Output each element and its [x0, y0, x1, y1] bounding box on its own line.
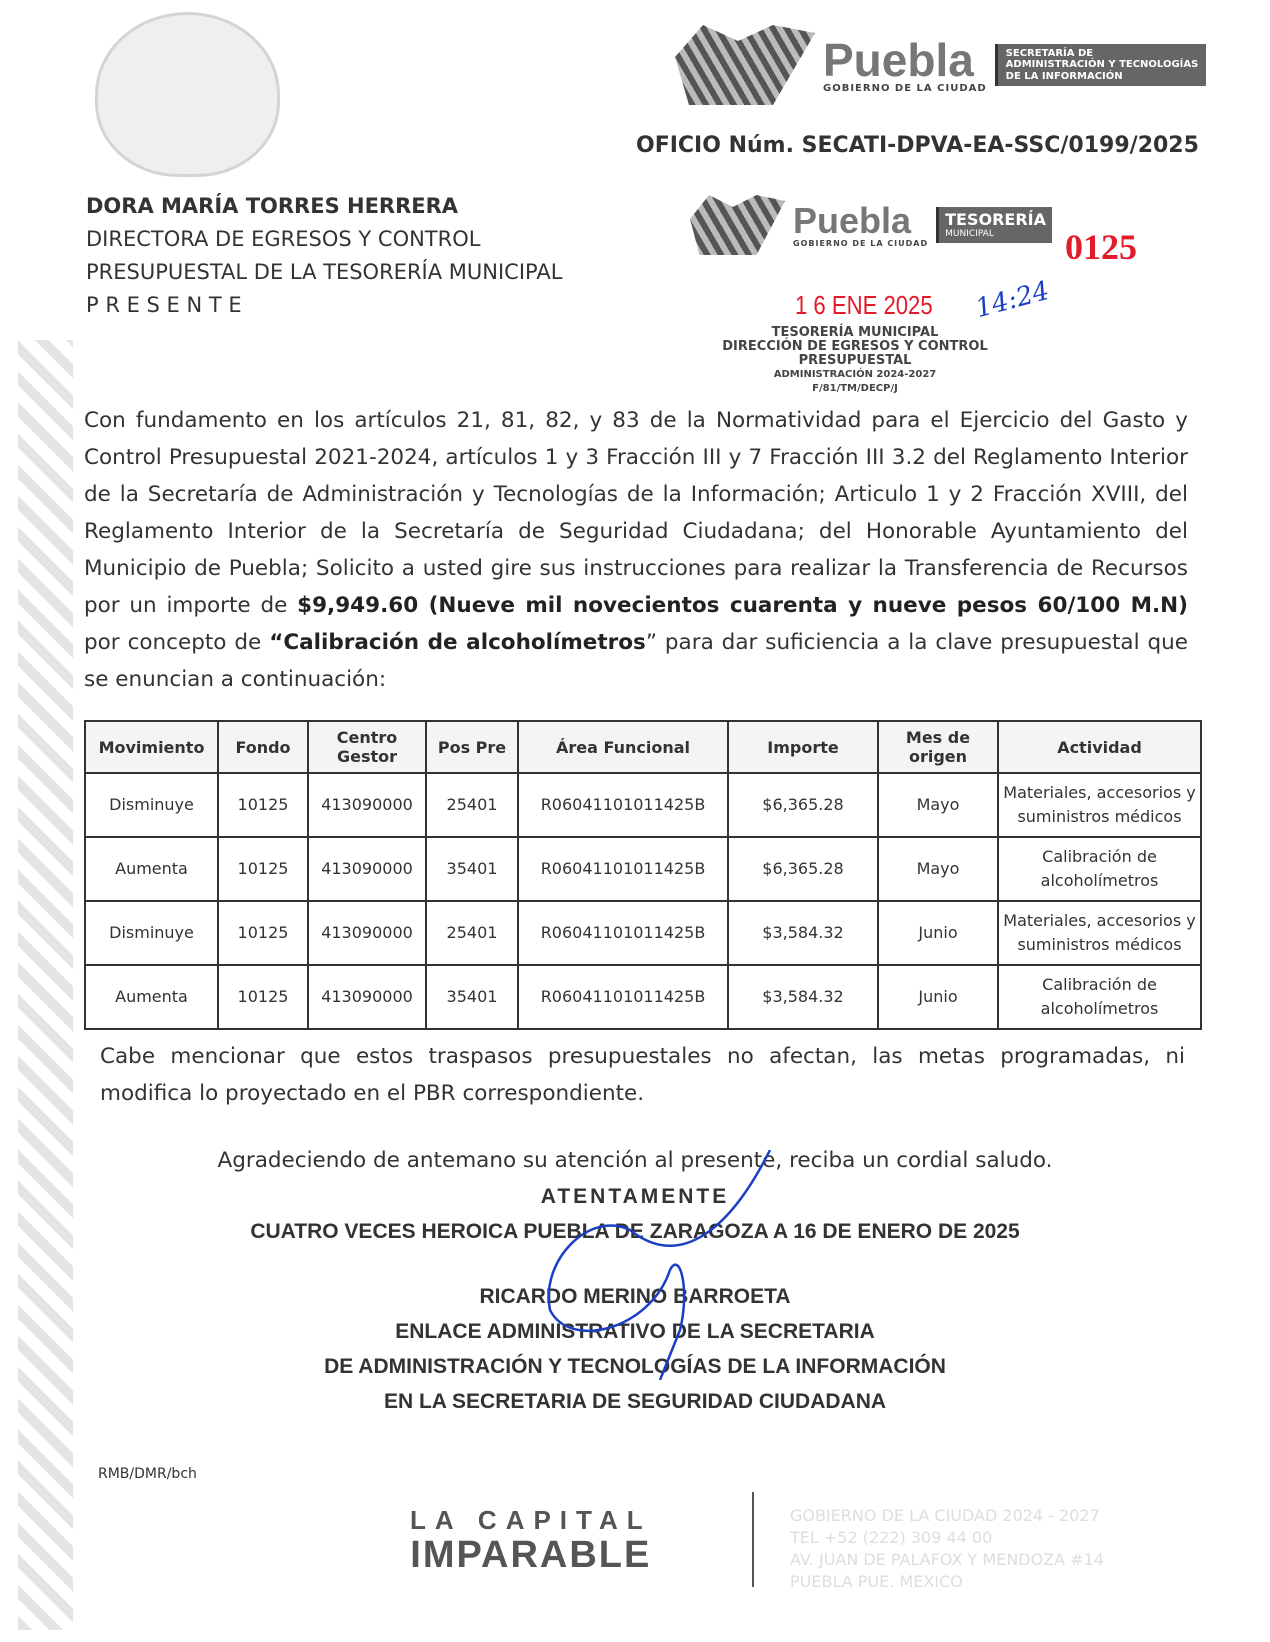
signer-title: ENLACE ADMINISTRATIVO DE LA SECRETARIA [395, 1320, 875, 1343]
place-date: CUATRO VECES HEROICA PUEBLA DE ZARAGOZA A 16 DE ENERO DE 2025 [250, 1220, 1020, 1243]
concept: “Calibración de alcoholímetros [269, 630, 646, 655]
table-cell: 35401 [426, 837, 518, 901]
stamp-line: TESORERÍA MUNICIPAL [771, 325, 939, 340]
table-cell: Mayo [878, 773, 998, 837]
col-header: Fondo [218, 721, 308, 773]
table-cell: $6,365.28 [728, 837, 878, 901]
table-cell: Calibración de alcoholímetros [998, 837, 1201, 901]
puebla-logo-art [675, 25, 815, 105]
logo-sub: GOBIERNO DE LA CIUDAD [823, 82, 987, 94]
tesoreria-title: TESORERÍA [945, 209, 1047, 229]
col-header: Importe [728, 721, 878, 773]
table-cell: Disminuye [85, 773, 218, 837]
puebla-logo-art [690, 195, 785, 255]
logo-sub: GOBIERNO DE LA CIUDAD [793, 238, 929, 248]
table-cell: 10125 [218, 901, 308, 965]
slogan-line: IMPARABLE [410, 1534, 652, 1576]
table-cell: R06041101011425B [518, 773, 728, 837]
table-cell: Materiales, accesorios y suministros médicos [998, 901, 1201, 965]
stamp-line: ADMINISTRACIÓN 2024-2027 [773, 369, 937, 380]
table-cell: 10125 [218, 837, 308, 901]
table-cell: 10125 [218, 965, 308, 1029]
col-header: Centro Gestor [308, 721, 426, 773]
table-cell: Materiales, accesorios y suministros médicos [998, 773, 1201, 837]
puebla-header-logo [675, 25, 1206, 105]
addressee [86, 190, 562, 322]
body-text: ” para dar suficiencia a la clave presupuestal que se enuncian a continuación: [84, 630, 1189, 692]
amount: $9,949.60 (Nueve mil novecientos cuarenta y nueve pesos 60/100 M.N) [297, 593, 1188, 618]
dept-line: ADMINISTRACIÓN Y TECNOLOGÍAS [1005, 59, 1199, 71]
footer-divider [752, 1492, 754, 1587]
table-cell: 413090000 [308, 901, 426, 965]
body-paragraph [84, 402, 1188, 698]
body-text: por concepto de [84, 630, 270, 655]
receipt-stamp-logo [690, 195, 1052, 255]
table-cell: Aumenta [85, 965, 218, 1029]
table-cell: 413090000 [308, 965, 426, 1029]
table-cell: 35401 [426, 965, 518, 1029]
col-header: Movimiento [85, 721, 218, 773]
footer-line: GOBIERNO DE LA CIUDAD 2024 - 2027 [790, 1506, 1100, 1525]
logo-word: Puebla [823, 33, 974, 86]
table-row [85, 837, 1201, 901]
footer-line: TEL +52 (222) 309 44 00 [790, 1528, 993, 1547]
received-time: 14:24 [972, 275, 1053, 325]
table-cell: Mayo [878, 837, 998, 901]
margin-pattern [18, 340, 73, 1630]
signer-name: RICARDO MERINO BARROETA [479, 1285, 791, 1308]
table-cell: Disminuye [85, 901, 218, 965]
table-cell: Calibración de alcoholímetros [998, 965, 1201, 1029]
dept-line: DE LA INFORMACIÓN [1005, 70, 1123, 82]
col-header: Área Funcional [518, 721, 728, 773]
handwritten-signature [530, 1150, 790, 1380]
col-header: Actividad [998, 721, 1201, 773]
city-seal [95, 12, 280, 177]
closing-paragraph: Cabe mencionar que estos traspasos presupuestales no afectan, las metas programadas, ni modifica lo proyectado en el PBR correspondiente. [100, 1044, 1185, 1106]
col-header: Mes de origen [878, 721, 998, 773]
body-text: Con fundamento en los artículos 21, 81, 82, y 83 de la Normatividad para el Ejercicio del Gasto y Control Presupuestal 2021-2024, artículos 1 y 3 Fracción III y 7 Fracción III 3.2 del Reglamento Interior de la Secretaría de Administración y Tecnologías de la Información; Articulo 1 y 2 Fracción XVIII, del Reglamento Interior de la Secretaría de Seguridad Ciudadana; del Honorable Ayuntamiento del Municipio de Puebla; Solicito a usted gire sus instrucciones para realizar la Transferencia de Recursos por un importe de [84, 408, 1188, 618]
logo-word: Puebla [793, 199, 912, 241]
footer-info [790, 1505, 1104, 1593]
budget-table [84, 720, 1202, 1030]
table-cell: 10125 [218, 773, 308, 837]
table-cell: 413090000 [308, 773, 426, 837]
tesoreria-stamp [690, 326, 1020, 396]
folio-number: 0125 [1065, 227, 1137, 267]
addressee-title: PRESUPUESTAL DE LA TESORERÍA MUNICIPAL [86, 260, 563, 284]
table-cell: Junio [878, 965, 998, 1029]
oficio-number: OFICIO Núm. SECATI-DPVA-EA-SSC/0199/2025 [636, 133, 1199, 158]
table-cell: 413090000 [308, 837, 426, 901]
dept-line: SECRETARÍA DE [1005, 47, 1094, 59]
greeting: Agradeciendo de antemano su atención al presente, reciba un cordial saludo. [217, 1148, 1053, 1173]
signer-title: DE ADMINISTRACIÓN Y TECNOLOGÍAS DE LA INFORMACIÓN [324, 1355, 946, 1378]
table-cell: Junio [878, 901, 998, 965]
table-row [85, 901, 1201, 965]
table-cell: 25401 [426, 901, 518, 965]
table-cell: R06041101011425B [518, 837, 728, 901]
table-cell: $3,584.32 [728, 965, 878, 1029]
atentamente: ATENTAMENTE [540, 1185, 730, 1208]
presente: P R E S E N T E [86, 293, 242, 317]
stamp-line: DIRECCIÓN DE EGRESOS Y CONTROL [722, 339, 988, 354]
signer-title: EN LA SECRETARIA DE SEGURIDAD CIUDADANA [383, 1390, 887, 1413]
addressee-title: DIRECTORA DE EGRESOS Y CONTROL [86, 227, 481, 251]
tesoreria-sub: MUNICIPAL [945, 229, 994, 240]
footer-slogan [410, 1505, 652, 1574]
footer-line: PUEBLA PUE. MEXICO [790, 1572, 963, 1591]
col-header: Pos Pre [426, 721, 518, 773]
table-cell: Aumenta [85, 837, 218, 901]
table-cell: $3,584.32 [728, 901, 878, 965]
addressee-name: DORA MARÍA TORRES HERRERA [86, 194, 459, 218]
table-cell: $6,365.28 [728, 773, 878, 837]
footer-line: AV. JUAN DE PALAFOX Y MENDOZA #14 [790, 1550, 1104, 1569]
table-row [85, 773, 1201, 837]
stamp-line: F/81/TM/DECP/J [812, 383, 898, 394]
table-cell: R06041101011425B [518, 965, 728, 1029]
received-date: 1 6 ENE 2025 [795, 290, 933, 320]
dept-box [995, 44, 1207, 87]
slogan-line: LA CAPITAL [410, 1505, 652, 1535]
table-row [85, 965, 1201, 1029]
initials: RMB/DMR/bch [98, 1466, 197, 1482]
stamp-line: PRESUPUESTAL [798, 353, 912, 368]
table-cell: R06041101011425B [518, 901, 728, 965]
table-cell: 25401 [426, 773, 518, 837]
